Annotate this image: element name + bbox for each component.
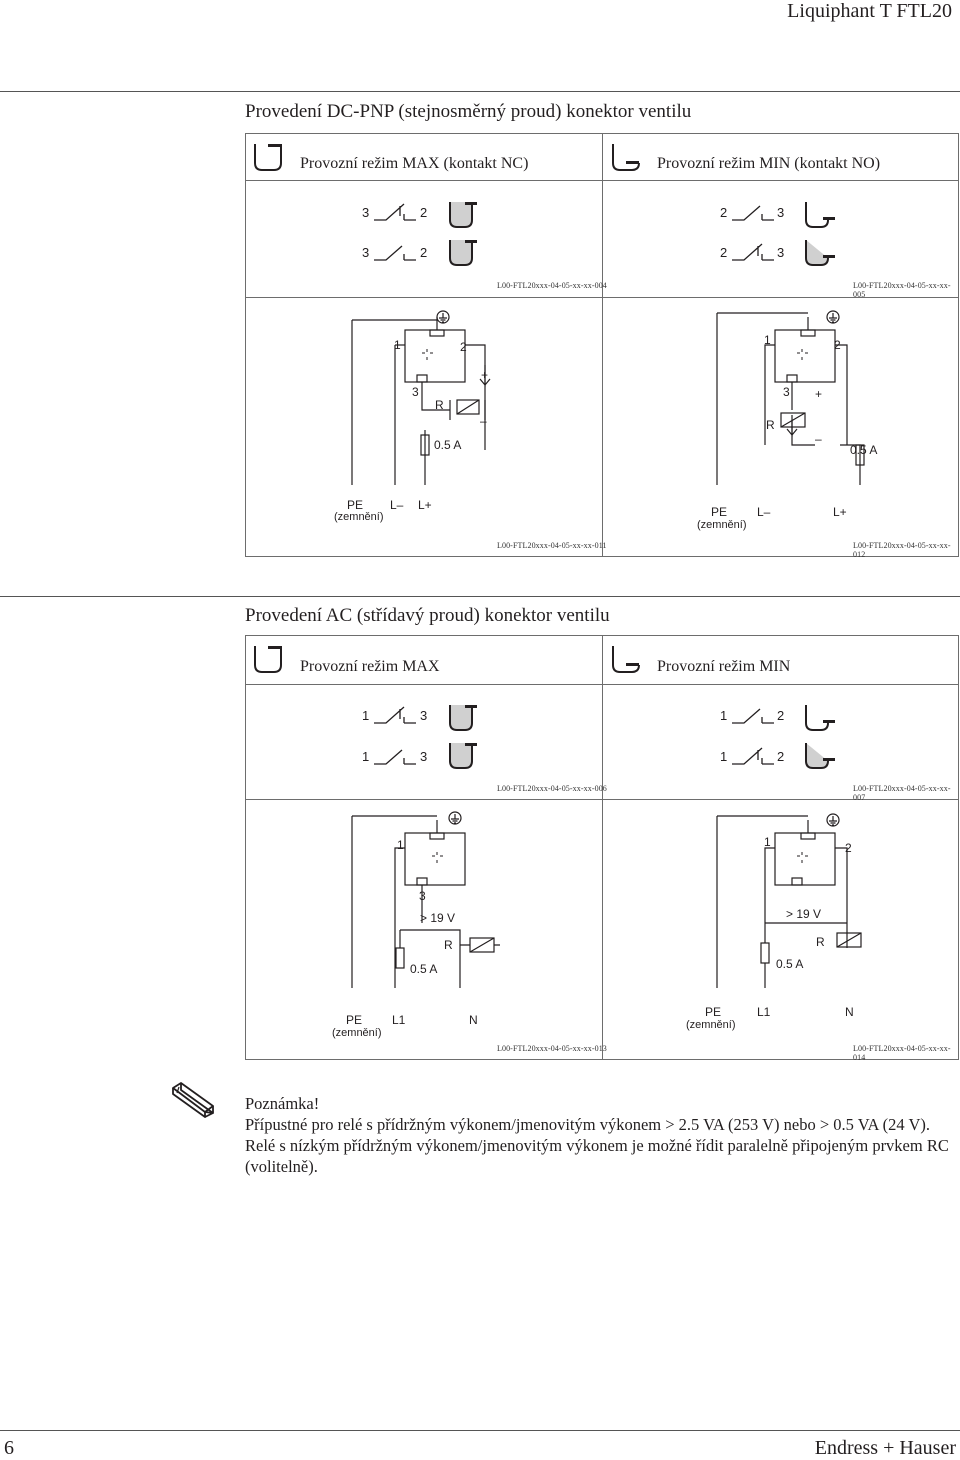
n-label: N [469, 1013, 478, 1027]
pe-sub-label: (zemnění) [686, 1019, 736, 1031]
note-line-1: Přípustné pro relé s přídržným výkonem/jmenovitým výkonem > 2.5 VA (253 V) nebo > 0.5 VA (24 V). [245, 1115, 930, 1134]
note-line-3: (volitelně). [245, 1157, 318, 1176]
terminal-1-label: 1 [764, 333, 771, 347]
dc-mode-max-label: Provozní režim MAX (kontakt NC) [300, 155, 529, 172]
voltage-label: > 19 V [786, 907, 822, 921]
terminal-label: 1 [720, 749, 728, 764]
vessel-full-icon [447, 703, 479, 733]
pencil-icon [167, 1080, 219, 1122]
plus-label: + [815, 387, 823, 401]
fuse-label: 0.5 A [776, 957, 804, 971]
pe-label: PE [711, 505, 728, 519]
l-plus-label: L+ [833, 505, 847, 519]
minus-label: – [815, 432, 822, 446]
note-line-2: Relé s nízkým přídržným výkonem/jmenovitým výkonem je možné řídit paralelně připojeným prvkem RC [245, 1136, 949, 1155]
terminal-label: 2 [420, 205, 428, 220]
switch-nc-symbol [730, 240, 780, 264]
l-minus-label: L– [757, 505, 771, 519]
terminal-2-label: 2 [460, 340, 467, 354]
terminal-label: 2 [720, 245, 728, 260]
relay-label: R [444, 938, 453, 952]
ac-mode-min-label: Provozní režim MIN [657, 658, 791, 675]
minus-label: – [480, 414, 487, 428]
l-minus-label: L– [390, 498, 404, 512]
switch-nc-symbol [372, 200, 422, 224]
vessel-empty-icon [447, 741, 479, 771]
terminal-label: 1 [362, 749, 370, 764]
terminal-3-label: 3 [412, 385, 419, 399]
vessel-full-min-icon [803, 238, 839, 268]
relay-label: R [816, 935, 825, 949]
terminal-label: 3 [362, 245, 370, 260]
figure-code: L00-FTL20xxx-04-05-xx-xx-014 [853, 1044, 951, 1062]
relay-label: R [766, 418, 775, 432]
max-mode-icon [252, 643, 284, 675]
l1-label: L1 [757, 1005, 771, 1019]
dc-mode-min-label: Provozní režim MIN (kontakt NO) [657, 155, 881, 172]
switch-no-symbol [372, 240, 422, 264]
terminal-1-label: 1 [394, 338, 401, 352]
vessel-full-icon [447, 200, 479, 230]
figure-code: L00-FTL20xxx-04-05-xx-xx-013 [497, 1044, 607, 1053]
pe-sub-label: (zemnění) [334, 511, 384, 523]
terminal-2-label: 2 [834, 338, 841, 352]
pe-sub-label: (zemnění) [332, 1027, 382, 1039]
figure-code: L00-FTL20xxx-04-05-xx-xx-007 [853, 784, 951, 802]
pe-sub-label: (zemnění) [697, 519, 747, 531]
vessel-empty-min-icon [803, 200, 839, 230]
switch-no-symbol [730, 703, 780, 727]
figure-code: L00-FTL20xxx-04-05-xx-xx-004 [497, 281, 607, 290]
terminal-label: 2 [420, 245, 428, 260]
fuse-label: 0.5 A [410, 962, 438, 976]
pe-label: PE [346, 1013, 363, 1027]
terminal-label: 3 [362, 205, 370, 220]
dc-wiring-diagram-min [705, 305, 878, 505]
terminal-label: 3 [420, 708, 428, 723]
figure-code: L00-FTL20xxx-04-05-xx-xx-006 [497, 784, 607, 793]
min-mode-icon [610, 141, 642, 173]
terminal-label: 2 [720, 205, 728, 220]
terminal-2-label: 2 [845, 841, 852, 855]
document-header-title: Liquiphant T FTL20 [787, 0, 952, 22]
l-plus-label: L+ [418, 498, 432, 512]
fuse-label: 0.5 A [850, 443, 878, 457]
vessel-empty-icon [447, 238, 479, 268]
voltage-label: > 19 V [420, 911, 456, 925]
terminal-label: 3 [777, 205, 785, 220]
vessel-full-min-icon [803, 741, 839, 771]
terminal-1-label: 1 [764, 835, 771, 849]
dc-section-title: Provedení DC-PNP (stejnosměrný proud) konektor ventilu [245, 101, 692, 122]
ac-section-title: Provedení AC (střídavý proud) konektor ventilu [245, 605, 610, 626]
page-number: 6 [4, 1437, 14, 1459]
terminal-3-label: 3 [783, 385, 790, 399]
vessel-empty-min-icon [803, 703, 839, 733]
switch-nc-symbol [372, 703, 422, 727]
figure-code: L00-FTL20xxx-04-05-xx-xx-011 [497, 541, 607, 550]
ac-wiring-diagram-max [340, 808, 510, 1008]
terminal-label: 1 [720, 708, 728, 723]
header-rule [0, 91, 960, 92]
relay-label: R [435, 398, 444, 412]
n-label: N [845, 1005, 854, 1019]
switch-no-symbol [372, 744, 422, 768]
figure-code: L00-FTL20xxx-04-05-xx-xx-005 [853, 281, 951, 299]
terminal-label: 1 [362, 708, 370, 723]
terminal-1-label: 1 [397, 838, 404, 852]
section-rule [0, 596, 960, 597]
terminal-label: 3 [420, 749, 428, 764]
dc-wiring-diagram-max [340, 305, 510, 505]
switch-nc-symbol [730, 744, 780, 768]
min-mode-icon [610, 643, 642, 675]
terminal-label: 2 [777, 749, 785, 764]
switch-no-symbol [730, 200, 780, 224]
footer-rule [0, 1430, 960, 1431]
figure-code: L00-FTL20xxx-04-05-xx-xx-012 [853, 541, 951, 559]
brand-name: Endress + Hauser [814, 1437, 956, 1459]
note-heading: Poznámka! [245, 1094, 320, 1113]
plus-label: + [481, 368, 489, 382]
terminal-label: 3 [777, 245, 785, 260]
ac-mode-max-label: Provozní režim MAX [300, 658, 440, 675]
l1-label: L1 [392, 1013, 406, 1027]
pe-label: PE [347, 498, 364, 512]
fuse-label: 0.5 A [434, 438, 462, 452]
terminal-3-label: 3 [419, 889, 426, 903]
terminal-label: 2 [777, 708, 785, 723]
pe-label: PE [705, 1005, 722, 1019]
max-mode-icon [252, 141, 284, 173]
